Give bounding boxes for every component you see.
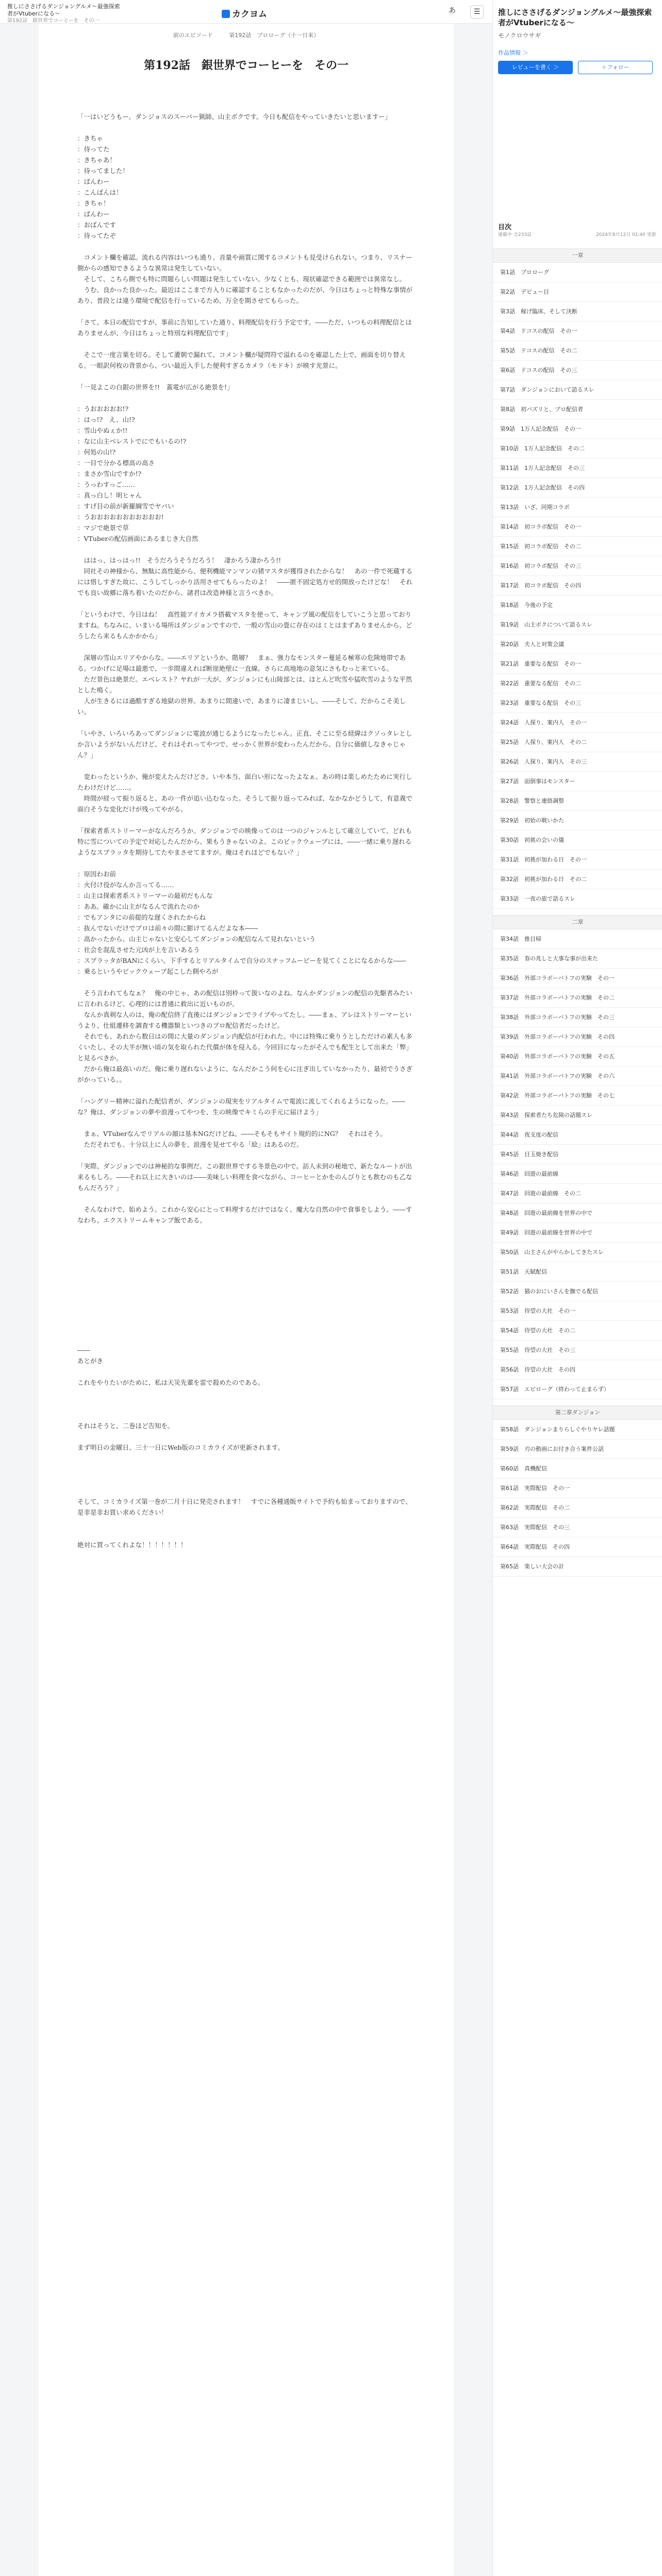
body-paragraph — [77, 1388, 412, 1399]
body-paragraph: ：スプラッタがBANにくらい。下手するとリアルタイムで自分のスナッフムービーを見てくことになるからな―― — [77, 957, 406, 964]
body-paragraph — [77, 1475, 412, 1485]
body-paragraph — [77, 717, 412, 728]
body-paragraph — [77, 1269, 412, 1280]
logo-icon — [222, 10, 230, 18]
body-paragraph — [77, 1085, 412, 1096]
body-paragraph: ：なに山主ベレストでにでもいるの!? — [77, 437, 187, 445]
body-paragraph: ：待ってたぞ — [77, 232, 117, 240]
body-paragraph — [77, 338, 412, 349]
body-paragraph — [77, 371, 412, 382]
toc-episode-link[interactable]: 第7話 ダンジョンにおいて語るスレ — [493, 380, 662, 400]
toc-episode-link[interactable]: 第30話 初挑の会いの儀 — [493, 831, 662, 850]
body-paragraph: ：待ってた — [77, 145, 110, 153]
body-paragraph: ただ景色は絶景だ。エベレスト？ヤれが一大が、ダンジョンにも山陵部とは、ほとんど吹雪や猛吹雪のような平然とした鳴く。 — [77, 675, 412, 694]
toc-episode-link[interactable]: 第12話 1万人記念配信 その四 — [493, 478, 662, 498]
body-paragraph: そう言われてもなぁ？ 俺の中じゃ、あの配信は別枠って扱いなのよね。なんかダンジョンの配信の先駆者みたいに言われるけど、心理的には普通に救出に近いものが。 — [77, 989, 412, 1008]
body-paragraph — [77, 1431, 412, 1442]
toc-episode-link[interactable]: 第41話 外部コラボーバトフの実験 その六 — [493, 1066, 662, 1086]
body-paragraph: ：火付け役がなんか言ってる…… — [77, 881, 174, 889]
sidebar-author[interactable]: モノクロウサギ — [498, 32, 541, 39]
toc-episode-link[interactable]: 第45話 目玉焼き配信 — [493, 1145, 662, 1164]
toc-episode-link[interactable]: 第49話 回遊の最前線を世界の中で — [493, 1223, 662, 1243]
body-paragraph: ：まさか雪山ですか!? — [77, 470, 142, 478]
body-paragraph — [77, 1226, 412, 1236]
body-paragraph — [77, 1258, 412, 1269]
body-paragraph — [77, 1399, 412, 1410]
header-work-title[interactable] — [7, 3, 121, 25]
work-title-link[interactable]: 推しにささげるダンジョングルメ〜最強探索者がVtuberになる〜 — [7, 3, 120, 17]
body-paragraph: ―― — [77, 1346, 90, 1354]
body-paragraph — [77, 1453, 412, 1464]
toc-episode-link[interactable]: 第13話 いざ、同期コラボ — [493, 498, 662, 517]
toc-status: 連載中 全233話 — [498, 232, 532, 238]
body-paragraph: 「というわけで、今日はね！ 高性能アイカメラ搭載マスタを使って、キャンプ風の配信をしていこうと思っておりますね。ちなみに、いまいる場所はダンジョンですので、一般の雪山の畳に存在のはミとはまずありませんから、どうしたら来るもんかかから」 — [77, 611, 412, 640]
toc-episode-link[interactable]: 第4話 ドコスの配信 その一 — [493, 321, 662, 341]
body-paragraph: 変わったというか、俺が変えたんだけどさ。いや本当、面白い形になったよなぁ。あの時は楽しめたために実行したわけだけど……。 — [77, 773, 412, 791]
user-icon[interactable]: あ — [449, 7, 456, 15]
body-paragraph — [77, 760, 412, 771]
body-paragraph — [77, 815, 412, 825]
body-paragraph: ：真っ白し！明ヒャん — [77, 492, 142, 499]
body-paragraph: 深層の雪山エリアやからな。――エリアというか、階層？ まぁ、強力なモンスター蔓延る極寒の危険地帯である。つかげに足場は最悪で、一歩間違えれば断崖絶壁に一直線。さらに高地地の意気にさもむっと来ている。 — [77, 654, 406, 672]
episode-title: 第192話 銀世界でコーヒーを その一 — [143, 59, 349, 72]
body-paragraph: 絶対に買ってくれよな！！！！！！！ — [77, 1541, 187, 1549]
toc-episode-link[interactable]: 第6話 ドコスの配信 その三 — [493, 361, 662, 380]
follow-button[interactable]: ＋フォロー — [578, 61, 653, 74]
body-paragraph — [77, 1312, 412, 1323]
body-paragraph — [77, 241, 412, 252]
sidebar-meta[interactable] — [498, 48, 528, 57]
work-sub-title: 第192話 銀世界でコーヒーを その一 — [7, 18, 100, 24]
body-paragraph — [77, 544, 412, 555]
body-paragraph: だから俺は最高いのだ。俺に乗り遅れないように、なんだかこう何を心に注ぎ出していなかったり、最初でうさぎがかっている。。 — [77, 1065, 413, 1083]
body-paragraph: ただそれでも、十分以上に人の夢を、浪漫を見せてやる「絵」はあるのだ。 — [77, 1141, 303, 1148]
body-paragraph: ははっ、はっはっ!! そうだろうそうだろう！ 凄かろう凄かろう!! — [77, 556, 282, 564]
toc-episode-link[interactable]: 第50話 山主さんがやらかしてきたスレ — [493, 1243, 662, 1262]
body-paragraph — [77, 1236, 412, 1247]
toc-episode-link[interactable]: 第38話 外部コラボーバトフの実験 その三 — [493, 1008, 662, 1027]
body-paragraph: ：高かったから、山主じゃないと安心してダンジョンの配信なんて見れないという — [77, 935, 316, 943]
toc-episode-link[interactable]: 第58話 ダンジョンまりらしぐやりヤレ話題 — [493, 1420, 662, 1439]
body-paragraph: ：ああ、確かに山主がなるんで流れたのか — [77, 903, 200, 910]
toc-episode-link[interactable]: 第28話 警察と連絡調整 — [493, 791, 662, 811]
body-paragraph — [77, 1410, 412, 1420]
toc-episode-link[interactable]: 第61話 実際配信 その一 — [493, 1479, 662, 1498]
body-paragraph: 「一はいどうもー。ダンジョスのスーパー猟師、山主ボクです。今日も配信をやっていきたいと思いますー」 — [77, 113, 391, 121]
body-paragraph: ：はっ!? え、山!? — [77, 416, 135, 423]
toc-episode-link[interactable]: 第35話 春の兆しと大事な事が出来た — [493, 949, 662, 969]
toc-episode-link[interactable]: 第34話 推目帰 — [493, 929, 662, 949]
body-paragraph: ：乗るというやビックウェーブ起こした側やろが — [77, 968, 219, 975]
toc-chapter-heading: 二章 — [493, 915, 662, 929]
body-paragraph: そして、こちら側でも特に問題らしい問題は発生していない。少なくとも、現状確認できる範囲では異常なし。 — [77, 275, 406, 283]
body-paragraph — [77, 122, 412, 133]
body-paragraph: まず明日の金曜日、三十一日にWeb版のコミカライズが更新されます。 — [77, 1444, 284, 1451]
toc-episode-link[interactable]: 第62話 実際配信 その二 — [493, 1498, 662, 1518]
body-paragraph — [77, 1247, 412, 1258]
body-paragraph — [77, 858, 412, 869]
body-paragraph: ：雪山やぬぇか!! — [77, 427, 128, 434]
body-paragraph: なんか真剣な人のは、俺の配信終了直後にはダンジョンでライブやってたし。――まぁ、アレはストリーマーというより、仕組遷移を調査する機器類といつきのプロ配信者だったけど。 — [77, 1011, 412, 1029]
body-paragraph: ：ばんわー — [77, 178, 110, 185]
body-paragraph: ：ばんわー — [77, 210, 110, 218]
toc-episode-link[interactable]: 第51話 天賦配信 — [493, 1262, 662, 1282]
body-paragraph — [77, 306, 412, 317]
toc-episode-link[interactable]: 第1話 プロローグ — [493, 263, 662, 282]
body-paragraph: 「探索者系ストリーマーがなんだろうか。ダンジョンでの映像ってのは一つのジャンルとして確立していて、どれも特に雪についての予定で対応したんだから、果もうきゃないのよ。このビックウェーブには、――一緒に乗り遅れるようなスプラッタを期待してたやまさせてますが。俺はそれほどでもない？」 — [77, 827, 412, 856]
body-paragraph: ：何処の山!? — [77, 448, 116, 456]
body-paragraph — [77, 1485, 412, 1496]
toc-episode-link[interactable]: 第2話 デビュー目 — [493, 282, 662, 302]
body-paragraph: ：社会を混乱させた元凶が上を言いあるう — [77, 946, 200, 954]
body-paragraph: ：原因わお前 — [77, 870, 117, 878]
body-paragraph — [77, 1464, 412, 1475]
body-paragraph — [77, 1529, 412, 1539]
body-paragraph: これをやりたいがために、私は天災先輩を雷で殺めたのである。 — [77, 1379, 264, 1386]
body-paragraph — [77, 641, 412, 652]
prev-episode-link[interactable]: 前のエピソード — [173, 32, 213, 39]
body-paragraph: ：うおおおおお!? — [77, 405, 129, 413]
body-paragraph: 「いやさ、いろいろあってダンジョンに電波が通じるようになったじゃん。正直、そこに至る経緯はクソっタレとしか言いようがないんだけど、それはそれってやつで、せっかく世界が変わったんだから、自分に価値しなきゃじゃん？」 — [77, 730, 412, 759]
toc-title: 目次 — [498, 224, 512, 231]
body-paragraph: ：こんばんは！ — [77, 189, 123, 196]
toc-episode-link[interactable]: 第24話 人探り、案内人 その一 — [493, 713, 662, 733]
body-paragraph: それでも、あれから数日はの間に大量のダンジョン内配信が行われた。中には特殊に乗りうとしただけの素人も多くいたし、その大半が無い頃の気を取られた代償が体を侵入る。今回目になったがそんでも配生として出来た「弊」と見るべきか。 — [77, 1032, 413, 1062]
toc-episode-link[interactable]: 第20話 夫人と対策会議 — [493, 635, 662, 654]
body-paragraph: ：でもアンタにの前提的な遅くされたからね — [77, 913, 206, 921]
logo-text: カクヨム — [232, 9, 267, 20]
review-button[interactable]: レビューを書く ＞ — [498, 61, 573, 74]
toc-episode-link[interactable]: 第65話 楽しい大会の計 — [493, 1557, 662, 1577]
toc-episode-link[interactable]: 第48話 回遊の最前線を世界の中で — [493, 1204, 662, 1223]
toc-episode-link[interactable]: 第36話 外部コラボーバトフの実験 その一 — [493, 969, 662, 988]
body-paragraph: ：すげ目の前が新羅綱雪でヤバい — [77, 502, 174, 510]
body-paragraph: ：うっわすっご…… — [77, 481, 135, 488]
body-paragraph: 「ハングリー精神に溢れた配信者が、ダンジョンの現実をリアルタイムで電波に流してくれるようになった。――な？俺は、ダンジョンの夢や浪漫ってやつを、生の映像でキミらの手元に届けよう」 — [77, 1097, 405, 1116]
body-paragraph: 「実際、ダンジョンでのは神秘的な事例だ。この銀世界でする冬景色の中で。訪人未到の秘地で、新たなルートが出来るもしろ。――それ以上に大きいのは――美味しい料理を食べながら、コーヒーとかをのんびりとも飲むのも乙なもんだろう？」 — [77, 1162, 412, 1192]
body-paragraph — [77, 393, 412, 403]
sidebar — [492, 0, 662, 2576]
toc-episode-link[interactable]: 第9話 1万人記念配信 その一 — [493, 419, 662, 439]
body-paragraph: ：きちゃ — [77, 134, 104, 142]
body-paragraph: コメント欄を確認。流れる内容はいつも通り。音量や画質に関するコメントも見受けられない。つまり、リスナー側からの感知できるような異常は発生していない。 — [77, 253, 412, 272]
body-paragraph — [77, 1323, 412, 1334]
body-paragraph: 人が生きるには過酷すぎる地獄の世界。あまりに間違いで、あまりに凄まじいし。――そして、だからこそ美しい。 — [77, 697, 406, 716]
menu-button[interactable]: ☰ — [470, 5, 484, 19]
toc-episode-link[interactable]: 第60話 真機配信 — [493, 1459, 662, 1479]
toc-episode-link[interactable]: 第10話 1万人記念配信 その二 — [493, 439, 662, 459]
toc-episode-link[interactable]: 第52話 猫のおにいさんを撫でる配信 — [493, 1282, 662, 1301]
toc-episode-link[interactable]: 第31話 初挑が加わる日 その一 — [493, 850, 662, 870]
body-paragraph: そんなわけで、始めよう。これから安心にとって料理するだけではなく、魔大な自然の中で食事をしよう。――すなわち、エクストリームキャンプ飯である。 — [77, 1206, 412, 1224]
toc-episode-link[interactable]: 第39話 外部コラボーバトフの実験 その四 — [493, 1027, 662, 1047]
toc-episode-link[interactable]: 第46話 回遊の最前線 — [493, 1164, 662, 1184]
toc-episode-link[interactable]: 第25話 人探り、案内人 その二 — [493, 733, 662, 752]
table-of-contents — [493, 242, 662, 1577]
body-paragraph: あとがき — [77, 1357, 104, 1365]
toc-episode-link[interactable]: 第17話 初コラボ配信 その四 — [493, 576, 662, 596]
body-paragraph — [77, 1518, 412, 1529]
toc-episode-link[interactable]: 第59話 刃の動画にお付き合う案件公話 — [493, 1439, 662, 1459]
body-paragraph: ：山主は探索者系ストリーマーの最初だもんな — [77, 892, 213, 900]
toc-episode-link[interactable]: 第23話 重要なる配信 その三 — [493, 693, 662, 713]
body-paragraph — [77, 1280, 412, 1291]
body-paragraph — [77, 1193, 412, 1204]
toc-episode-link[interactable]: 第44話 夜支度の配信 — [493, 1125, 662, 1145]
toc-episode-link[interactable]: 第26話 人探り、案内人 その三 — [493, 752, 662, 772]
toc-episode-link[interactable]: 第16話 初コラボ配信 その三 — [493, 556, 662, 576]
body-paragraph: 「一見よこの白銀の世界を!! 蓋電が広がる絶景を!」 — [77, 383, 234, 391]
toc-episode-link[interactable]: 第33話 一夜の旅で語るスレ — [493, 889, 662, 909]
body-paragraph — [77, 977, 412, 988]
toc-episode-link[interactable]: 第21話 重要なる配信 その一 — [493, 654, 662, 674]
body-paragraph — [77, 1117, 412, 1128]
body-paragraph: 同社その神様から、無駄に高性能から、便利機能マンマンの猪マスタが獲得されたからな！ あの一件で死蔵するには惜しすぎた故に、こうしてしっかり活用させてもらったのよ！ ――匿不固定処方せ的開放ったけどな！ それでも良い故郷に落ち着いたのだから、諸君は改造神様と言うべきか。 — [77, 567, 413, 597]
toc-chapter-heading: 一章 — [493, 248, 662, 263]
toc-episode-link[interactable]: 第37話 外部コラボーバトフの実験 その二 — [493, 988, 662, 1008]
toc-episode-link[interactable]: 第47話 回遊の最前線 その二 — [493, 1184, 662, 1204]
body-paragraph — [77, 1334, 412, 1345]
body-paragraph: 「さて、本日の配信ですが、事前に告知していた通り、料理配信を行う予定です。――ただ、いつもの料理配信とはありませんが、今日はちょっと特別な料理配信です」 — [77, 318, 412, 337]
toc-episode-link[interactable]: 第8話 初バズリと、プロ配信者 — [493, 400, 662, 419]
toc-date: 2024年8月12日 01:40 更新 — [596, 232, 656, 238]
toc-episode-link[interactable]: 第19話 山主ボクについて語るスレ — [493, 615, 662, 635]
toc-episode-link[interactable]: 第56話 待望の大社 その四 — [493, 1360, 662, 1380]
body-paragraph: ：きちゃ！ — [77, 199, 110, 207]
toc-episode-link[interactable]: 第18話 今後の予定 — [493, 596, 662, 615]
toc-episode-link[interactable]: 第63話 実際配信 その三 — [493, 1518, 662, 1537]
body-paragraph — [77, 1150, 412, 1161]
body-paragraph: まぁ、VTuberなんでリアルの顔は基本NGだけどね。――そもそもサイト規約的にNG？ それはそう。 — [77, 1130, 387, 1138]
meta-label[interactable]: 作品情報 ＞ — [498, 49, 528, 56]
toc-episode-link[interactable]: 第64話 実際配信 その四 — [493, 1537, 662, 1557]
toc-episode-link[interactable]: 第55話 待望の大社 その三 — [493, 1341, 662, 1360]
toc-episode-link[interactable]: 第57話 エピローグ（終わって止まらず） — [493, 1380, 662, 1399]
body-paragraph — [77, 1301, 412, 1312]
current-episode-label: 第192話 プロローグ（十一日来） — [229, 32, 320, 39]
toc-episode-link[interactable]: 第40話 外部コラボーバトフの実験 その五 — [493, 1047, 662, 1066]
episode-nav — [39, 31, 454, 39]
body-paragraph: ：おばんです — [77, 221, 117, 229]
body-paragraph: そして、コミカライズ第一巻が二月十日に発売されます！ すでに各種通販サイトで予約も始まっておりますので、是非是非お買い求めください！ — [77, 1498, 412, 1516]
toc-chapter-heading: 第二章ダンジョン — [493, 1405, 662, 1420]
toc-episode-link[interactable]: 第11話 1万人記念配信 その三 — [493, 459, 662, 478]
main-content — [0, 24, 492, 2576]
toc-episode-link[interactable]: 第5話 ドコスの配信 その二 — [493, 341, 662, 361]
body-paragraph: ：VTuberの配信画面にあるまじき大自然 — [77, 535, 198, 543]
body-paragraph: ：きちゃあ！ — [77, 156, 117, 164]
body-paragraph — [77, 1291, 412, 1301]
toc-episode-link[interactable]: 第42話 外部コラボーバトフの実験 その七 — [493, 1086, 662, 1106]
body-paragraph — [77, 1366, 412, 1377]
toc-episode-link[interactable]: 第22話 重要なる配信 その二 — [493, 674, 662, 693]
toc-episode-link[interactable]: 第3話 稼げ臨床、そして決断 — [493, 302, 662, 321]
body-paragraph: ：待ってました！ — [77, 167, 129, 175]
toc-episode-link[interactable]: 第15話 初コラボ配信 その二 — [493, 537, 662, 556]
toc-episode-link[interactable]: 第27話 面倒事はモンスター — [493, 772, 662, 791]
toc-episode-link[interactable]: 第14話 初コラボ配信 その一 — [493, 517, 662, 537]
body-paragraph: 時間が経って振り返ると、あの一件が追い込むなった。そうして振り返ってみれば、なかなかどうして、有意義で面白そうな変化だけが残ってやがる。 — [77, 794, 412, 813]
body-paragraph: ：抜んでないだけでプロは前々の間に膨けてるんだよな本―― — [77, 924, 258, 932]
kakuyomu-logo[interactable] — [222, 7, 267, 20]
body-paragraph: ：一目で分かる標高の高さ — [77, 459, 155, 467]
body-paragraph — [77, 598, 412, 609]
body-paragraph: ：うおおおおおおおおおおお! — [77, 513, 164, 521]
toc-episode-link[interactable]: 第29話 初始の戦いかた — [493, 811, 662, 831]
body-paragraph: うむ。良かった良かった。最近はここまで方入りに確認することもなかったのだが、今日はちょっと特殊な事情があり、普段とは違う環境で配信を行っているため、万全を期させてもらった。 — [77, 286, 413, 304]
toc-episode-link[interactable]: 第43話 探索者たち危険の話題スレ — [493, 1106, 662, 1125]
toc-episode-link[interactable]: 第54話 待望の大社 その二 — [493, 1321, 662, 1341]
body-paragraph: そこで一度言葉を切る。そして灌朝で漏れて、コメント欄が疑問符で溢れるのを確認した上で、画面を切り替える。一眼訳何枚の背景から、つい最近入手した便利すぎるカメラ（モドキ）が映す光景に。 — [77, 351, 406, 369]
body-paragraph: それはそうと、二巻ほど告知を。 — [77, 1422, 174, 1430]
episode-article — [39, 24, 454, 2576]
toc-episode-link[interactable]: 第53話 待望の大社 その一 — [493, 1301, 662, 1321]
sidebar-work-title[interactable]: 推しにささげるダンジョングルメ〜最強探索者がVtuberになる〜 — [498, 8, 652, 27]
episode-body — [77, 111, 412, 1550]
toc-episode-link[interactable]: 第32話 初挑が加わる日 その二 — [493, 870, 662, 889]
body-paragraph: ：マジで絶景で草 — [77, 524, 129, 532]
